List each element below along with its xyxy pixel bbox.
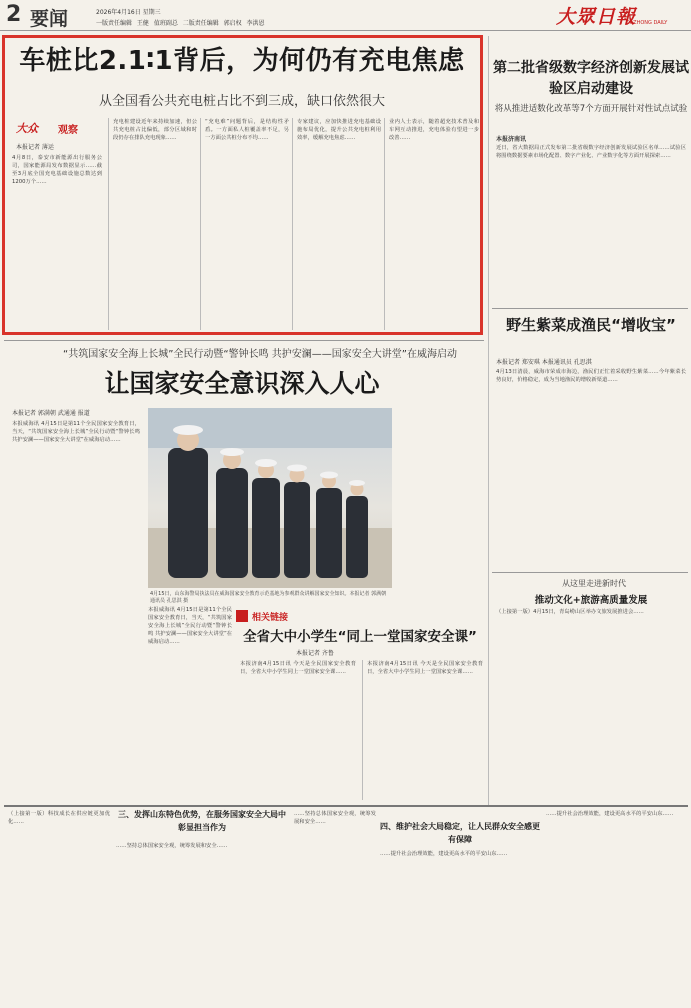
column-logo: 大众	[16, 122, 38, 135]
editors-line: 一版责任编辑 王健 值班副总 二版责任编辑 郭启权 李洪恩	[96, 20, 265, 27]
security-body: 本报威海讯 4月15日是第11个全民国家安全教育日，当天，“共筑国家安全海上长城”全民行动暨“警钟长鸣 共护安澜——国家安全大讲堂”在威海启动……	[12, 421, 140, 444]
right-mid-byline: 本报记者 郑安琪 本报通讯员 孔思淇	[496, 359, 592, 366]
right-bottom-body: （上接第一版）4月15日，青岛崂山区举办文旅发展推进会……	[496, 609, 644, 615]
lower-center-text: ……坚持总体国家安全观，统筹发展和安全……	[294, 811, 376, 826]
lower-middle-text: ……坚持总体国家安全观，统筹发展和安全……	[116, 843, 228, 849]
lead-byline: 本报记者 薄运	[16, 144, 54, 151]
lead-column-5: 业内人士表示，随着超充技术普及和车网互动推进，充电体验有望进一步改善……	[384, 118, 479, 330]
column-name: 观察	[58, 125, 78, 136]
masthead	[0, 0, 691, 31]
officers-photo-illustration	[148, 408, 392, 588]
divider-rule	[492, 308, 688, 309]
section-three-heading[interactable]: 三、发挥山东特色优势，在服务国家安全大局中彰显担当作为	[118, 810, 286, 832]
photo-caption: 4月15日，山东海警局执法员在威海国家安全教育示范基地为参观群众讲解国家安全知识。本报记者 郭满朝 通讯员 孔思淇 摄	[150, 591, 387, 604]
newspaper-logo: 大眾日報	[556, 6, 637, 28]
news-photo[interactable]	[148, 408, 392, 588]
right-top-body: 近日，省大数据局正式发布第二批省级数字经济创新发展试验区名单……试验区将围绕数据要素市场化配置、数字产业化、产业数字化等方面开展探索……	[496, 145, 686, 160]
dateline: 2026年4月16日 星期三	[96, 9, 161, 16]
related-link-label: 相关链接	[252, 613, 289, 623]
divider-rule	[492, 572, 688, 573]
lead-column-3: “充电难”问题背后，是结构性矛盾。一方面私人桩覆盖率不足，另一方面公共桩分布不均……	[200, 118, 289, 330]
divider-rule	[4, 340, 484, 341]
right-bottom-headline[interactable]: 推动文化+旅游高质量发展	[534, 595, 648, 606]
right-top-subheadline: 将从推进适数化改革等7个方面开展针对性试点试验	[494, 104, 688, 114]
section-four-heading[interactable]: 四、维护社会大局稳定，让人民群众安全感更有保障	[380, 822, 540, 844]
page-number: 2	[6, 2, 22, 27]
related-headline[interactable]: 全省大中小学生“同上一堂国家安全课”	[243, 629, 477, 645]
related-body-2: 本报济南4月15日讯 今天是全民国家安全教育日，全省大中小学生同上一堂国家安全课……	[362, 660, 483, 800]
lead-column-1: 4月8日，泰安市新能源出行服务公司，国家能源局发布数据显示……截至3月底全国充电基础设施总数达到1200万个……	[12, 155, 102, 186]
related-body-1: 本报济南4月15日讯 今天是全民国家安全教育日，全省大中小学生同上一堂国家安全课……	[240, 661, 356, 676]
security-body-continued: 本报威海讯 4月15日是第11个全民国家安全教育日，当天，“共筑国家安全海上长城”全民行动暨“警钟长鸣 共护安澜——国家安全大讲堂”在威海启动……	[148, 607, 232, 646]
lead-column-2: 充电桩建设近年来持续加速，但公共充电桩占比偏低，部分区域和时段仍存在排队充电现象……	[108, 118, 197, 330]
lower-left-text: （上接第一版）科技成长在供应链更加优化……	[8, 811, 110, 826]
related-byline: 本报记者 齐鲁	[296, 650, 334, 657]
security-kicker: “共筑国家安全海上长城”全民行动暨“警钟长鸣 共护安澜——国家安全大讲堂”在威海启动	[63, 349, 457, 360]
right-mid-headline[interactable]: 野生紫菜成渔民“增收宝”	[506, 316, 676, 334]
security-byline: 本报记者 郭满朝 武通通 报道	[12, 410, 90, 417]
right-top-byline: 本报济南讯	[496, 136, 527, 143]
related-link-marker	[236, 610, 248, 622]
lead-subheadline: 从全国看公共充电桩占比不到三成，缺口依然很大	[98, 94, 385, 109]
right-top-headline[interactable]: 第二批省级数字经济创新发展试验区启动建设	[493, 60, 689, 97]
right-mid-body: 4月13日清晨，威海市荣成市海边，渔民们正忙着采收野生紫菜……今年紫菜长势良好，价格稳定，成为当地渔民的增收新渠道……	[496, 369, 686, 384]
lower-right-text: ……提升社会治理效能，建设更高水平的平安山东……	[380, 851, 508, 857]
newspaper-logo-latin: DAZHONG DAILY	[626, 20, 668, 26]
lower-far-right-text: ……提升社会治理效能，建设更高水平的平安山东……	[546, 811, 674, 817]
page-section-title: 要闻	[30, 8, 69, 30]
security-headline[interactable]: 让国家安全意识深入人心	[104, 369, 380, 398]
lead-headline[interactable]: 车桩比2.1∶1背后，为何仍有充电焦虑	[19, 46, 465, 76]
right-bottom-kicker: 从这里走进新时代	[562, 579, 626, 588]
lead-column-4: 专家建议，应加快推进充电基础设施布局优化，提升公共充电桩利用效率，缓解充电焦虑……	[292, 118, 381, 330]
column-divider	[488, 36, 489, 806]
section-divider	[4, 805, 688, 807]
